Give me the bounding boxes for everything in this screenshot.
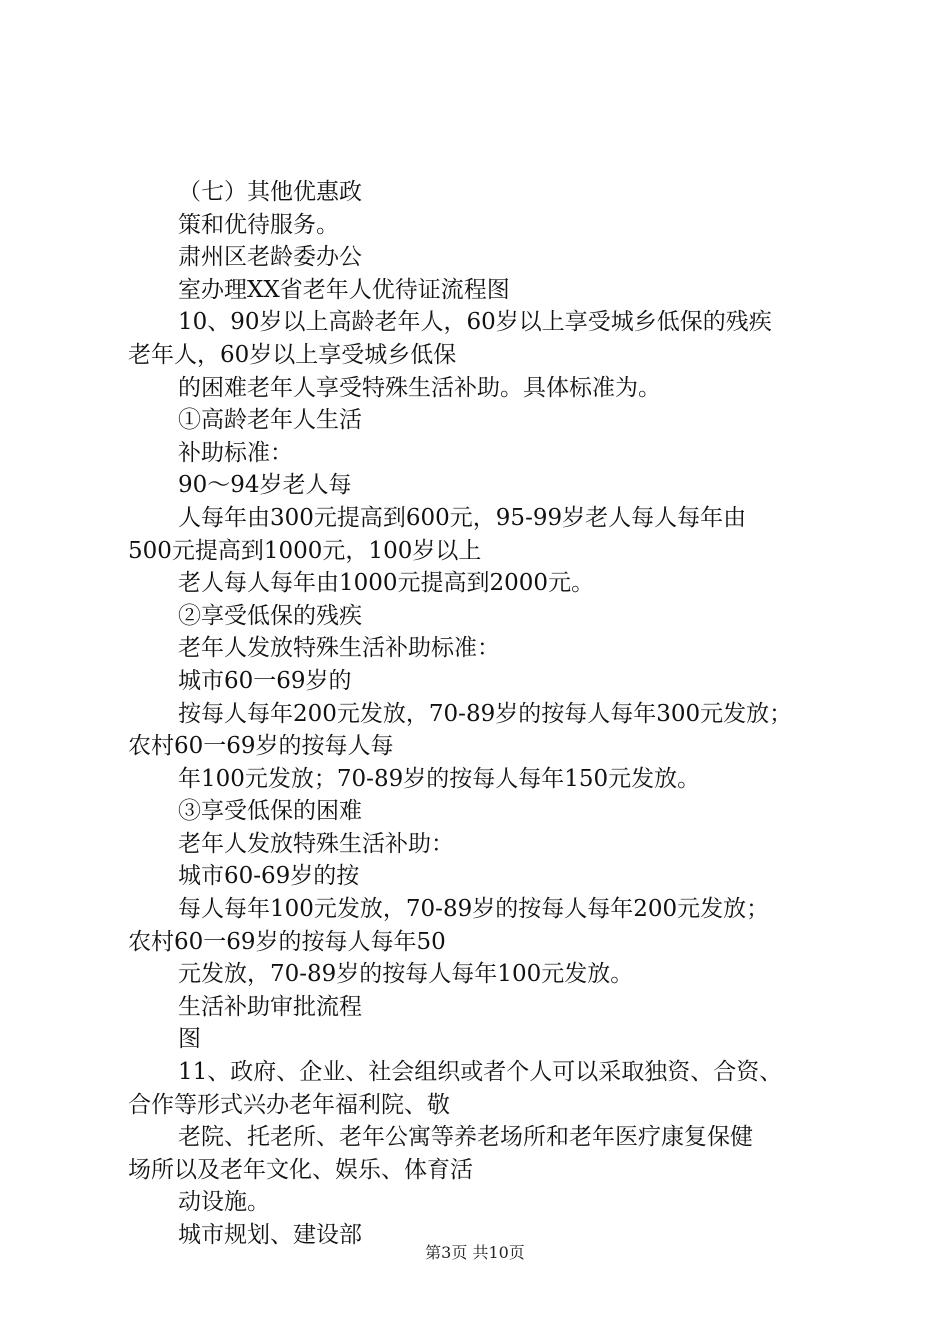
text-line: 老人每人每年由1000元提高到2000元。 (178, 570, 595, 597)
text-line: 每人每年100元发放，70-89岁的按每人每年200元发放； (178, 896, 770, 923)
text-line: 的困难老年人享受特殊生活补助。具体标准为。 (178, 374, 661, 401)
text-line: 室办理XX省老年人优待证流程图 (178, 276, 510, 303)
text-line: 老年人发放特殊生活补助标准： (178, 635, 500, 662)
text-line: 老院、托老所、老年公寓等养老场所和老年医疗康复保健 (178, 1124, 753, 1151)
text-line: 元发放，70-89岁的按每人每年100元发放。 (178, 961, 634, 988)
text-line: 年100元发放；70-89岁的按每人每年150元发放。 (178, 765, 701, 792)
text-line: （七）其他优惠政 (178, 179, 362, 205)
text-line: 图 (178, 1026, 201, 1053)
text-line: 10、90岁以上高龄老年人，60岁以上享受城乡低保的残疾 (178, 309, 772, 336)
text-line: 城市规划、建设部 (178, 1222, 362, 1248)
text-line: 11、政府、企业、社会组织或者个人可以采取独资、合资、 (178, 1059, 783, 1086)
document-body (128, 176, 848, 1252)
text-line: 动设施。 (178, 1189, 270, 1216)
text-line: ③享受低保的困难 (178, 798, 362, 825)
text-line: 肃州区老龄委办公 (178, 244, 362, 271)
text-line: 场所以及老年文化、娱乐、体育活 (128, 1156, 473, 1183)
text-line: 生活补助审批流程 (178, 993, 362, 1020)
text-line: 500元提高到1000元，100岁以上 (128, 537, 482, 564)
text-line: 补助标准： (178, 439, 293, 466)
text-line: ②享受低保的残疾 (178, 602, 362, 629)
text-line: 90～94岁老人每 (178, 472, 352, 499)
text-line: 城市60-69岁的按 (178, 863, 360, 890)
text-line: 老年人发放特殊生活补助： (178, 830, 454, 857)
text-line: 按每人每年200元发放，70-89岁的按每人每年300元发放； (178, 700, 793, 727)
text-line: 城市60一69岁的 (178, 667, 352, 694)
text-line: 农村60一69岁的按每人每年50 (128, 928, 446, 955)
text-line: ①高龄老年人生活 (178, 407, 362, 434)
text-line: 人每年由300元提高到600元，95-99岁老人每人每年由 (178, 504, 747, 531)
page-footer: 第3页 共10页 (425, 1243, 525, 1262)
text-line: 老年人，60岁以上享受城乡低保 (128, 341, 457, 368)
text-line: 合作等形式兴办老年福利院、敬 (128, 1091, 450, 1118)
text-line: 策和优待服务。 (178, 211, 339, 238)
text-line: 农村60一69岁的按每人每 (128, 733, 394, 760)
